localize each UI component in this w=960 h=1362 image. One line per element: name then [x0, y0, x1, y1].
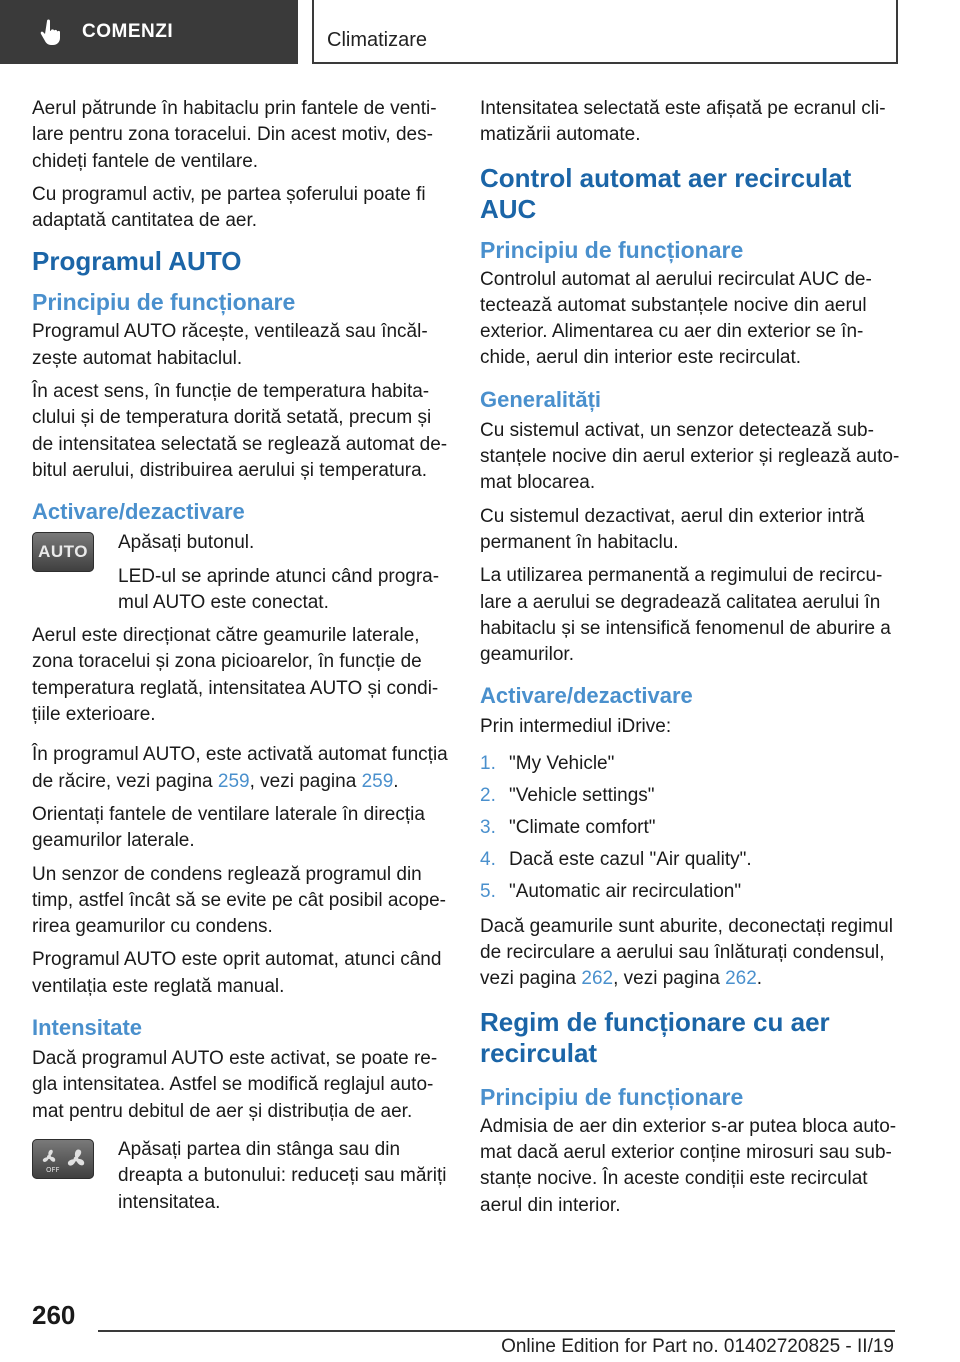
list-item: 3. "Climate comfort" — [480, 816, 656, 838]
page-link[interactable]: 259 — [217, 770, 250, 792]
page-link[interactable]: 262 — [581, 968, 614, 990]
subheading-principle: Principiu de funcționare — [480, 236, 744, 263]
paragraph: Dacă programul AUTO este activat, se poate regla intensitatea. Astfel se modifică reglajul automat pentru debitul de aer și distribuția de aer. — [32, 1048, 438, 1122]
paragraph: Orientați fantele de ventilare laterale în direcția geamurilor laterale. — [32, 803, 425, 852]
subheading-principle: Principiu de funcționare — [480, 1083, 744, 1110]
section-title-box — [312, 0, 898, 64]
fan-button-instruction — [32, 1137, 452, 1216]
paragraph: În acest sens, în funcție de temperatura habitaclului și de temperatura dorită setată, precum și de intensitatea selectată se reglează automat debitul aerului, distribuirea aerului și temperatura. — [32, 381, 448, 481]
page-number: 260 — [32, 1300, 76, 1330]
paragraph: Admisia de aer din exterior s-ar putea bloca automat dacă aerul exterior conține mirosuri sau substanțe nocive. În aceste condiții este recirculat aerul din interior. — [480, 1115, 897, 1216]
hand-pointer-icon — [38, 17, 68, 47]
subheading-intensity: Intensitate — [32, 1015, 143, 1041]
paragraph: Cu sistemul dezactivat, aerul din exterior intră permanent în habitaclu. — [480, 505, 865, 553]
page-link[interactable]: 262 — [725, 968, 757, 990]
subheading-activate: Activare/dezactivare — [480, 683, 693, 709]
chapter-tab-label: COMENZI — [82, 21, 174, 42]
paragraph: Programul AUTO este oprit automat, atunci când ventilația este reglată manual. — [32, 949, 442, 997]
list-item: 4. Dacă este cazul "Air quality". — [480, 848, 752, 870]
idrive-steps-list — [480, 748, 900, 908]
right-column — [480, 96, 900, 1226]
paragraph: LED-ul se aprinde atunci când programul AUTO este conectat. — [118, 565, 440, 613]
section-title: Climatizare — [327, 29, 428, 51]
paragraph: În programul AUTO, este activată automat funcția de răcire, vezi pagina 259, vezi pagina 259. — [32, 744, 448, 792]
heading-recirculation-regime: Regim de funcționare cu aer recirculat — [480, 1006, 830, 1068]
edition-note: Online Edition for Part no. 01402720825 - II/19 — [501, 1336, 894, 1357]
auto-button-icon: AUTO — [32, 532, 94, 572]
footer-divider — [98, 1330, 895, 1332]
auto-button-instruction — [32, 530, 452, 616]
page-header — [0, 0, 960, 66]
paragraph: Aerul este direcționat către geamurile laterale, zona toracelui și zona picioarelor, în funcție de temperatura reglată, intensitatea AUTO și condițiile exterioare. — [32, 625, 439, 726]
paragraph: Un senzor de condens reglează programul din timp, astfel încât să se evite pe cât posibil acoperirea geamurilor cu condens. — [32, 863, 446, 938]
paragraph: Intensitatea selectată este afișată pe ecranul climatizării automate. — [480, 98, 886, 146]
paragraph: Prin intermediul iDrive: — [480, 716, 672, 738]
subheading-activate: Activare/dezactivare — [32, 499, 245, 525]
paragraph: Apăsați partea din stânga sau din dreapta a butonului: reduceți sau măriți intensitatea. — [118, 1138, 447, 1213]
list-item: 1. "My Vehicle" — [480, 752, 615, 774]
heading-auc: Control automat aer recirculat AUC — [480, 162, 852, 224]
fan-intensity-button-icon — [32, 1139, 94, 1179]
subheading-principle: Principiu de funcționare — [32, 289, 296, 316]
paragraph: Controlul automat al aerului recirculat AUC detectează automat substanțele nocive din aerul exterior. Alimentarea cu aer din exterior se închide, aerul din interior este recirculat. — [480, 268, 872, 369]
left-column — [32, 96, 452, 1216]
svg-text:OFF: OFF — [46, 1165, 60, 1174]
paragraph: Programul AUTO răcește, ventilează sau încălzește automat habitaclul. — [32, 321, 428, 369]
list-item: 2. "Vehicle settings" — [480, 784, 655, 806]
page-link[interactable]: 259 — [361, 770, 394, 792]
heading-auto-program: Programul AUTO — [32, 246, 242, 277]
list-item: 5. "Automatic air recirculation" — [480, 880, 742, 902]
paragraph: Cu programul activ, pe partea șoferului poate fi adaptată cantitatea de aer. — [32, 183, 426, 232]
paragraph: Apăsați butonul. — [118, 532, 255, 554]
paragraph: La utilizarea permanentă a regimului de recirculare a aerului se degradează calitatea aerului în habitaclu și se intensifică fenomenul de aburire a geamurilor. — [480, 565, 891, 666]
chapter-tab[interactable] — [0, 0, 298, 64]
paragraph: Aerul pătrunde în habitaclu prin fantele de ventilare pentru zona toracelui. Din acest motiv, deschideți fantele de ventilare. — [32, 98, 437, 172]
subheading-general: Generalități — [480, 386, 602, 412]
paragraph: Dacă geamurile sunt aburite, deconectați regimul de recirculare a aerului sau înlăturați condensul, vezi pagina 262, vezi pagina 262. — [480, 915, 893, 990]
fan-icon — [32, 1139, 94, 1179]
paragraph: Cu sistemul activat, un senzor detectează substanțele nocive din aerul exterior și reglează automat blocarea. — [480, 419, 900, 494]
